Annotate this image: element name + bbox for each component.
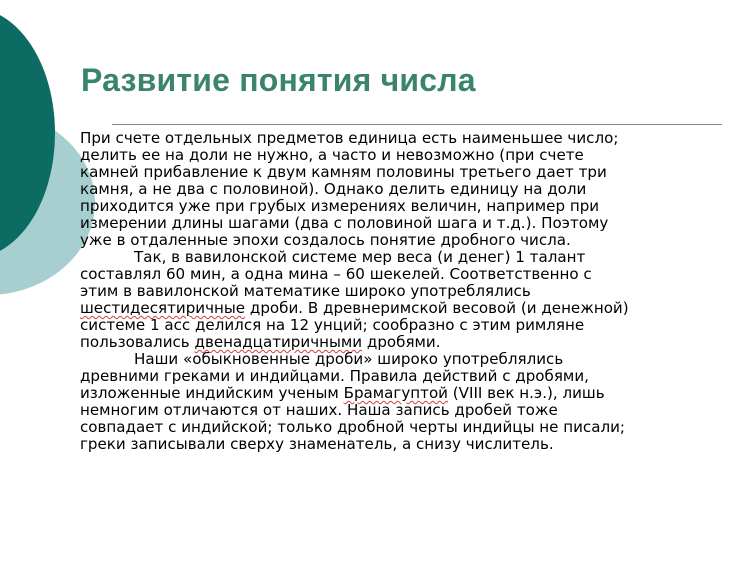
spellcheck-word: шестидесятиричные (80, 299, 246, 317)
spellcheck-word: двенадцатиричными (194, 333, 363, 351)
paragraph-2-line-4 (80, 300, 732, 317)
paragraph-3-line-5: совпадает с индийской; только дробной черты индийцы не писали; (80, 418, 626, 436)
paragraph-1-line-4: камня, а не два с половиной). Однако делить единицу на доли (80, 180, 587, 198)
paragraph-1-line-5: приходится уже при грубых измерениях величин, например при (80, 197, 600, 215)
paragraph-2 (80, 249, 732, 351)
paragraph-1-line-7: уже в отдаленные эпохи создалось понятие дробного числа. (80, 231, 571, 249)
paragraph-3-line-2: древними греками и индийцами. Правила действий с дробями, (80, 367, 589, 385)
paragraph-3-line-6: греки записывали сверху знаменатель, а снизу числитель. (80, 435, 554, 453)
paragraph-2-line-6 (80, 334, 732, 351)
paragraph-2-line-5: системе 1 асс делился на 12 унций; сообразно с этим римляне (80, 316, 585, 334)
spellcheck-word: Брамагуптой (343, 384, 448, 402)
paragraph-1-line-1: При счете отдельных предметов единица есть наименьшее число; (80, 129, 619, 147)
paragraph-2-line-6-start: пользовались (80, 333, 195, 351)
paragraph-2-line-6-end: дробями. (362, 333, 441, 351)
paragraph-2-line-3: этим в вавилонской математике широко употреблялись (80, 282, 531, 300)
paragraph-2-line-2: составлял 60 мин, а одна мина – 60 шекелей. Соответственно с (80, 265, 592, 283)
slide-body (80, 130, 732, 453)
slide-title: Развитие понятия числа (81, 62, 476, 98)
paragraph-1-line-3: камней прибавление к двум камням половины третьего дает три (80, 163, 607, 181)
paragraph-2-line-4-rest: дроби. В древнеримской весовой (и денежной) (245, 299, 629, 317)
paragraph-3-line-3-start: изложенные индийским ученым (80, 384, 344, 402)
paragraph-1-line-6: измерении длины шагами (два с половиной шага и т.д.). Поэтому (80, 214, 609, 232)
paragraph-3-line-3-end: (VIII век н.э.), лишь (447, 384, 605, 402)
title-divider (112, 124, 722, 125)
paragraph-3-line-1: Наши «обыкновенные дроби» широко употреблялись (134, 350, 564, 368)
paragraph-3-line-3 (80, 385, 732, 402)
paragraph-1-line-2: делить ее на доли не нужно, а часто и невозможно (при счете (80, 146, 584, 164)
paragraph-3-line-4: немногим отличаются от наших. Наша запись дробей тоже (80, 401, 558, 419)
paragraph-3 (80, 351, 732, 453)
paragraph-1 (80, 130, 732, 249)
paragraph-2-line-1: Так, в вавилонской системе мер веса (и денег) 1 талант (134, 248, 586, 266)
